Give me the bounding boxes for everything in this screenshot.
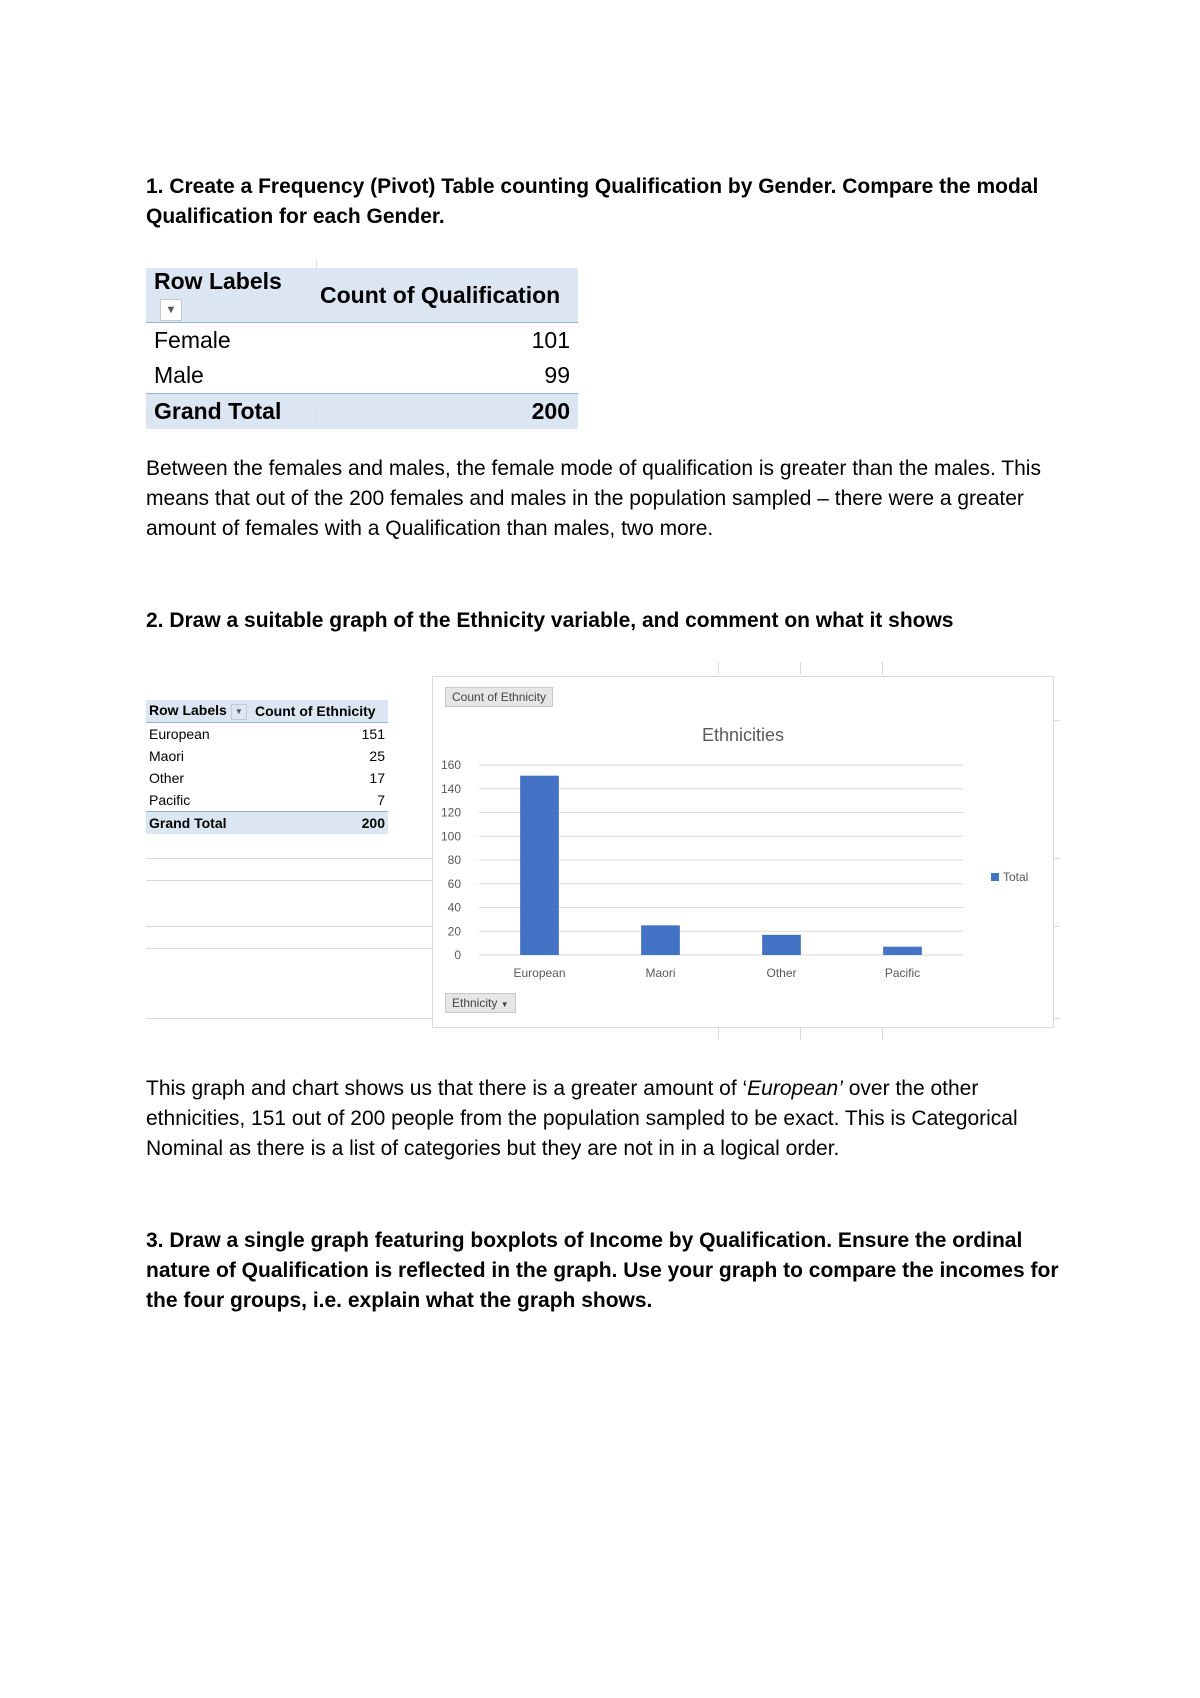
ethnicity-chart[interactable] <box>432 676 1054 1028</box>
legend-swatch <box>991 873 999 881</box>
row-value: 101 <box>531 327 570 353</box>
x-tick-label: European <box>513 966 566 980</box>
table-row <box>146 789 388 812</box>
q1-question: 1. Create a Frequency (Pivot) Table counting Qualification by Gender. Compare the modal Qualification for each Gender. <box>146 175 1039 228</box>
cell-gridline <box>800 1028 801 1040</box>
pivot-header-row <box>146 700 388 723</box>
table-row <box>146 358 578 394</box>
cell-gridline <box>146 948 432 949</box>
row-value: 151 <box>361 726 385 742</box>
pivot-header-row <box>146 268 578 323</box>
cell-gridline <box>146 858 432 859</box>
cell-gridline <box>800 662 801 674</box>
pivot-header-cell <box>146 700 252 723</box>
row-value: 17 <box>369 770 385 786</box>
y-tick-label: 100 <box>440 829 461 844</box>
q2-answer-text: This graph and chart shows us that there is a greater amount of ‘ <box>146 1077 748 1100</box>
chart-legend <box>991 870 1028 884</box>
table-row <box>146 723 388 746</box>
q2-answer-text: over the other ethnicities, 151 out of 200 people from the population sampled to be exact. This is Categorical Nominal as there is a list of categories but they are not in in a logical order. <box>146 1077 1018 1160</box>
y-tick-label: 20 <box>447 924 461 939</box>
x-tick-label: Pacific <box>884 966 921 980</box>
y-tick-label: 40 <box>447 900 461 915</box>
chart-plot <box>433 677 1053 1027</box>
table-row <box>146 745 388 767</box>
y-tick-label: 160 <box>440 758 461 772</box>
chart-bars <box>520 776 922 955</box>
bar <box>641 925 680 955</box>
x-tick-label: Other <box>766 966 797 980</box>
axis-field-label: Ethnicity <box>452 996 498 1010</box>
grand-total-label: Grand Total <box>146 394 312 430</box>
cell-gridline <box>316 260 317 268</box>
value-field-button[interactable]: Count of Ethnicity <box>445 687 553 707</box>
row-labels-header: Row Labels <box>149 702 227 719</box>
grand-total-row <box>146 394 578 430</box>
q1-answer: Between the females and males, the female mode of qualification is greater than the males. This means that out of the 200 females and males in the population sampled – there were a greater amount of females with a Qualification than males, two more. <box>146 457 1041 540</box>
row-value: 99 <box>544 362 570 388</box>
grand-total-label: Grand Total <box>146 812 252 835</box>
grand-total-value: 200 <box>312 394 578 430</box>
filter-dropdown-icon[interactable]: ▼ <box>160 299 182 321</box>
cell-gridline <box>146 410 147 422</box>
q2-section <box>146 606 1066 636</box>
cell-gridline <box>316 410 317 422</box>
cell-gridline <box>882 662 883 674</box>
chart-title: Ethnicities <box>701 725 785 745</box>
row-label: European <box>149 726 210 742</box>
cell-gridline <box>146 926 432 927</box>
cell-gridline <box>718 1028 719 1040</box>
axis-field-button[interactable] <box>445 993 516 1013</box>
cell-gridline <box>146 880 432 881</box>
row-label: Female <box>154 327 231 353</box>
row-label: Pacific <box>149 792 191 808</box>
y-tick-label: 0 <box>454 948 461 962</box>
q1-answer-section <box>146 454 1066 544</box>
cell-gridline <box>718 662 719 674</box>
table-row <box>146 323 578 359</box>
q3-question: 3. Draw a single graph featuring boxplots of Income by Qualification. Ensure the ordinal nature of Qualification is reflected in the graph. Use your graph to compare the incomes for the four groups, i.e. explain what the graph shows. <box>146 1229 1059 1312</box>
q3-section <box>146 1226 1066 1316</box>
q2-answer <box>146 1074 1066 1164</box>
bar <box>520 776 559 955</box>
q2-answer-section <box>146 1074 1066 1164</box>
grand-total-value: 200 <box>252 812 388 835</box>
grand-total-row <box>146 812 388 835</box>
q1-section <box>146 172 1066 232</box>
chevron-down-icon: ▼ <box>500 1000 509 1009</box>
pivot-header-cell: Count of Qualification <box>312 268 578 323</box>
row-value: 25 <box>369 748 385 764</box>
x-tick-label: Maori <box>645 966 676 980</box>
bar <box>762 935 801 955</box>
y-tick-label: 60 <box>447 876 461 891</box>
y-tick-label: 120 <box>440 805 461 820</box>
row-label: Other <box>149 770 185 786</box>
y-tick-label: 140 <box>440 781 461 796</box>
bar <box>883 947 922 955</box>
row-label: Male <box>154 362 204 388</box>
row-label: Maori <box>149 748 185 764</box>
row-value: 7 <box>377 792 385 808</box>
pivot-header-cell: Count of Ethnicity <box>252 700 388 723</box>
y-tick-label: 80 <box>447 853 461 867</box>
x-axis-ticks <box>513 966 920 980</box>
qualification-pivot-table <box>146 268 578 429</box>
q2-answer-emphasis: European’ <box>747 1077 843 1100</box>
row-labels-header: Row Labels <box>154 268 282 294</box>
filter-dropdown-icon[interactable]: ▼ <box>231 704 247 720</box>
ethnicity-pivot-table <box>146 700 388 834</box>
pivot-header-cell <box>146 268 312 323</box>
q2-question: 2. Draw a suitable graph of the Ethnicity variable, and comment on what it shows <box>146 609 954 632</box>
cell-gridline <box>882 1028 883 1040</box>
legend-label: Total <box>1003 870 1029 884</box>
y-axis-ticks <box>441 758 461 962</box>
table-row <box>146 767 388 789</box>
